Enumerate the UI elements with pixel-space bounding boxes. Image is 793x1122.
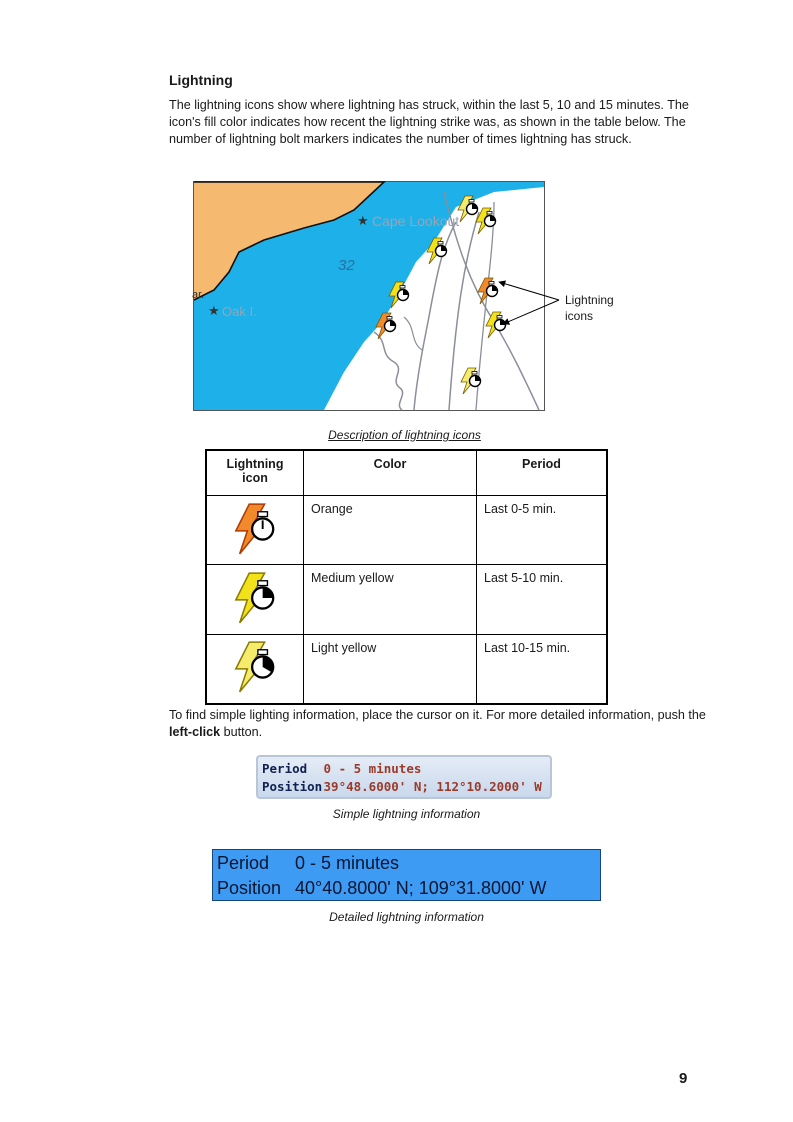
map-label-cape-lookout: Cape Lookout: [372, 213, 460, 229]
map-callout-label: Lightning icons: [565, 293, 614, 323]
table-cell-period: Last 5-10 min.: [477, 565, 608, 634]
simple-period-value: 0 - 5 minutes: [323, 761, 422, 776]
map-label-partial: ar.: [192, 289, 205, 301]
table-header-icon: Lightning icon: [206, 450, 304, 496]
map-label-oak: Oak I.: [222, 304, 257, 319]
table-row: [206, 565, 607, 634]
table-cell-period: Last 0-5 min.: [477, 496, 608, 565]
detailed-lightning-info-panel: [212, 849, 601, 901]
simple-period-label: Period: [262, 761, 308, 776]
lightning-medium-yellow-icon: [232, 571, 278, 625]
left-click-emphasis: left-click: [169, 725, 221, 739]
table-cell-color: Medium yellow: [304, 565, 477, 634]
table-cell-period: Last 10-15 min.: [477, 634, 608, 704]
lightning-orange-icon: [232, 502, 278, 556]
detailed-position-label: Position: [217, 878, 282, 898]
lightning-legend-table: [205, 449, 608, 705]
simple-position-value: 39°48.6000' N; 112°10.2000' W: [323, 779, 542, 794]
detailed-position-value: 40°40.8000' N; 109°31.8000' W: [295, 878, 547, 898]
table-row: [206, 496, 607, 565]
detailed-period-value: 0 - 5 minutes: [295, 853, 400, 873]
lightning-light-yellow-icon: [232, 640, 278, 694]
table-header-period: Period: [477, 450, 608, 496]
svg-text:★: ★: [208, 304, 220, 319]
simple-position-label: Position: [262, 779, 323, 794]
table-header-color: Color: [304, 450, 477, 496]
instructions-paragraph: To find simple lighting information, place the cursor on it. For more detailed information, push the left-click button.: [169, 708, 706, 739]
svg-text:★: ★: [357, 214, 369, 229]
intro-paragraph: The lightning icons show where lightning has struck, within the last 5, 10 and 15 minutes. The icon's fill color indicates how recent the lightning strike was, as shown in the table below. The number of lightning bolt markers indicates the number of times lightning has struck.: [169, 98, 689, 146]
detailed-info-caption: Detailed lightning information: [329, 910, 484, 924]
callout-arrows: [493, 278, 563, 328]
simple-info-caption: Simple lightning information: [332, 807, 481, 821]
page-number: 9: [679, 1070, 688, 1087]
table-cell-color: Light yellow: [304, 634, 477, 704]
table-cell-color: Orange: [304, 496, 477, 565]
detailed-period-label: Period: [217, 853, 270, 873]
simple-lightning-info-popup: [256, 755, 552, 799]
table-caption: Description of lightning icons: [328, 428, 481, 442]
table-row: [206, 634, 607, 704]
section-title: Lightning: [169, 72, 233, 88]
map-depth-label: 32: [338, 257, 355, 274]
